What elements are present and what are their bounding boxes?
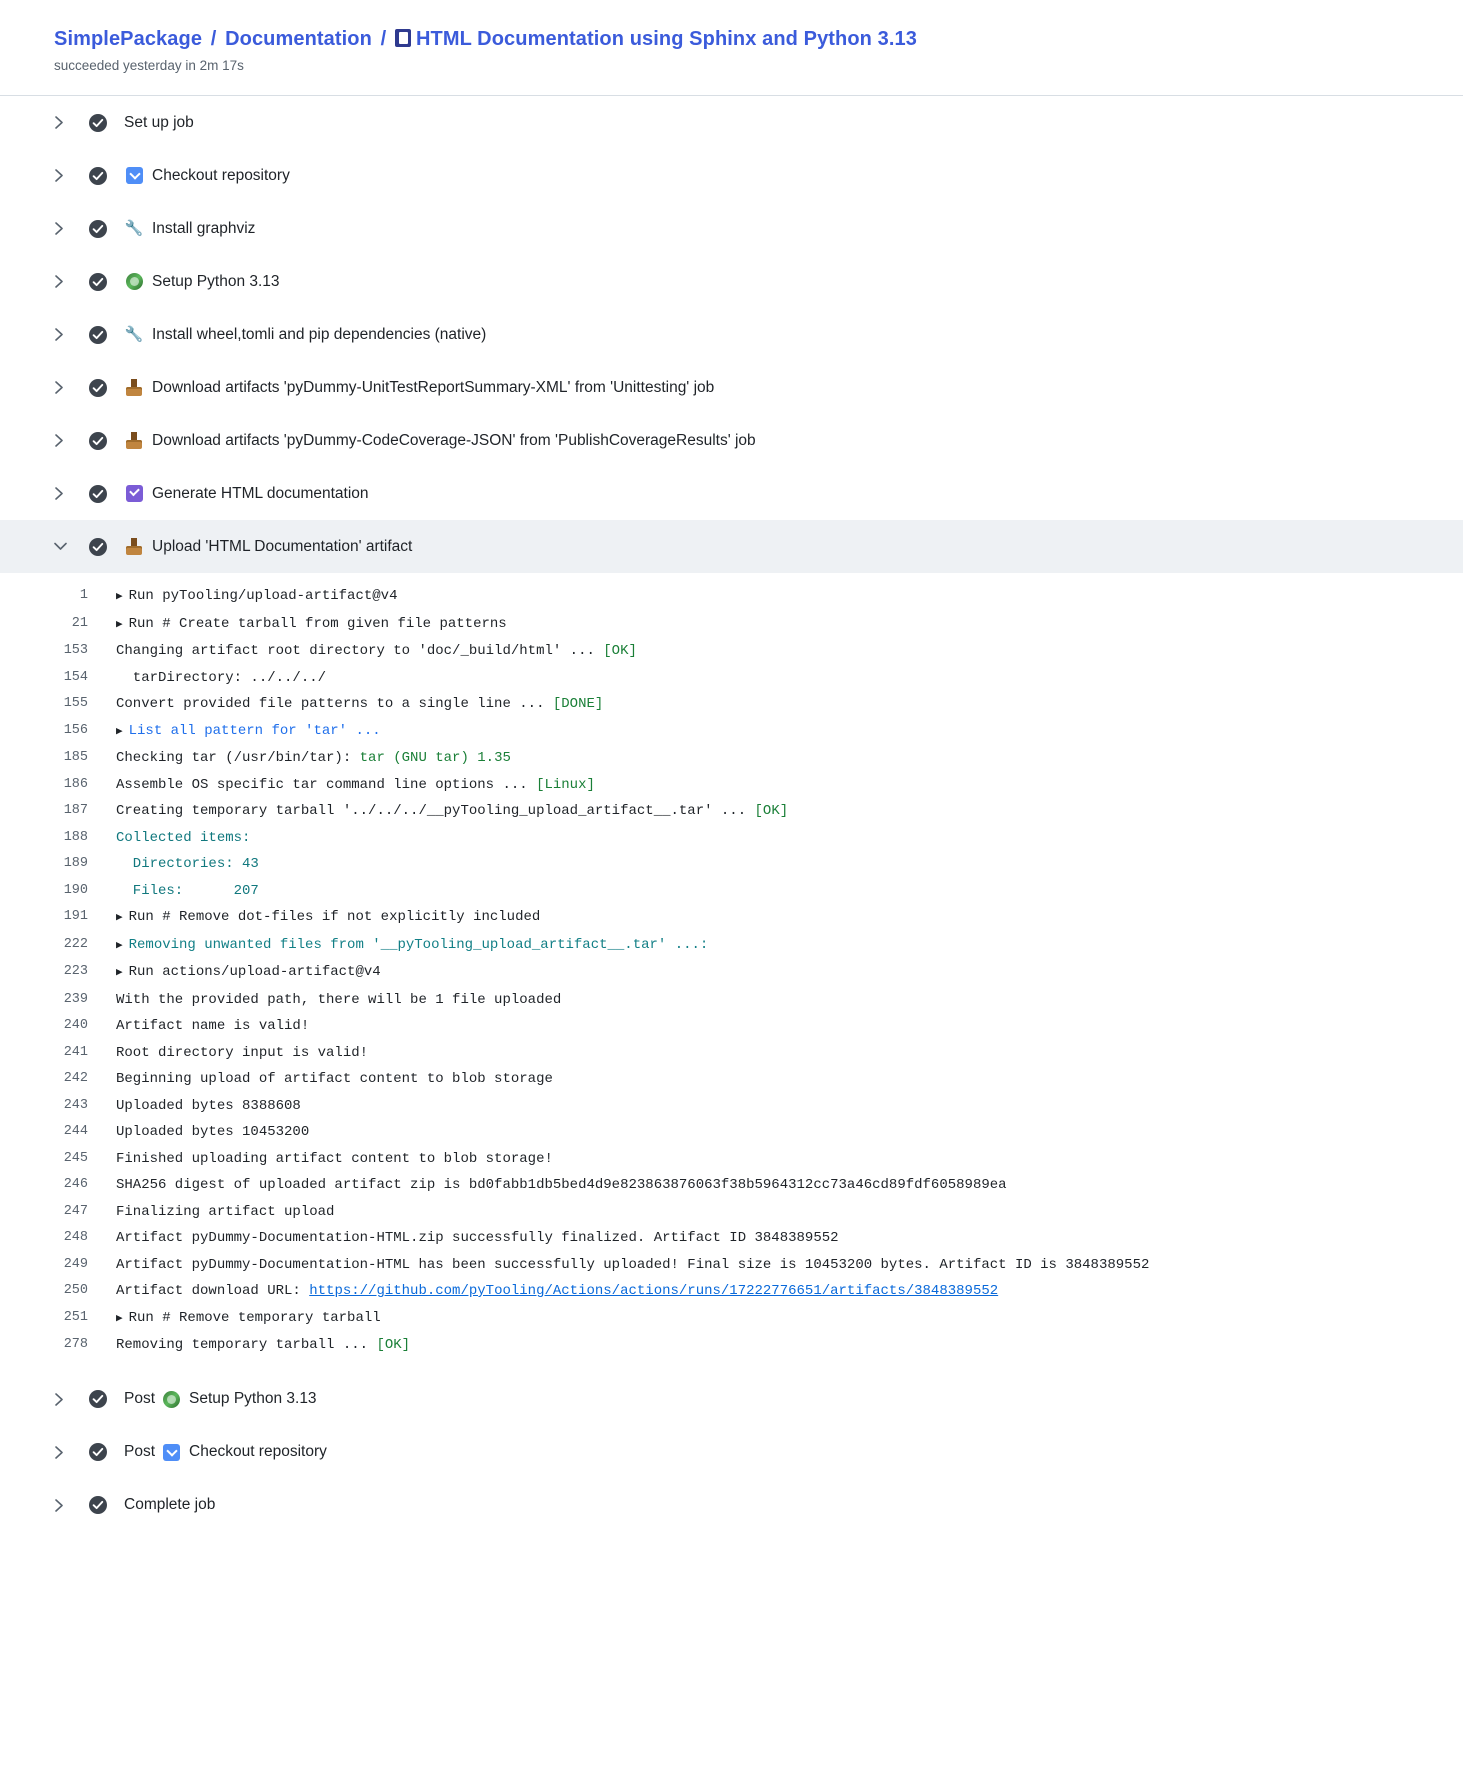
log-line-number: 278 <box>63 1337 88 1352</box>
log-line-number: 222 <box>63 936 88 952</box>
check-success-icon <box>88 113 108 133</box>
chevron-right-icon[interactable] <box>54 116 68 129</box>
step-row[interactable] <box>0 1373 1463 1426</box>
log-line-number: 1 <box>79 588 88 603</box>
log-line-number: 240 <box>63 1018 88 1033</box>
check-success-icon <box>88 272 108 292</box>
log-line-text: Removing temporary tarball ... [OK] <box>116 1337 411 1353</box>
log-line-text: Uploaded bytes 10453200 <box>116 1124 310 1140</box>
checkbox-icon <box>124 484 144 504</box>
log-line-text: ▶ Run pyTooling/upload-artifact@v4 <box>116 583 1463 611</box>
log-token: [OK] <box>603 643 637 659</box>
log-line <box>0 1146 1463 1173</box>
log-token: [DONE] <box>552 696 604 712</box>
step-label: Install wheel,tomli and pip dependencies (native) <box>152 325 487 343</box>
log-line-text: ▶ Run # Remove temporary tarball <box>116 1305 1463 1333</box>
log-line-text: Artifact download URL: https://github.com/pyTooling/Actions/actions/runs/17222776651/artifacts/3848389552 <box>116 1283 999 1299</box>
log-line-number: 241 <box>63 1044 88 1060</box>
log-line <box>0 745 1463 772</box>
log-line-number: 251 <box>63 1309 88 1325</box>
log-line-number: 248 <box>63 1230 88 1245</box>
log-line <box>0 1119 1463 1146</box>
chevron-right-icon[interactable] <box>54 169 68 182</box>
check-success-icon <box>88 325 108 345</box>
step-label: Install graphviz <box>152 219 256 237</box>
log-line-number: 223 <box>63 964 88 979</box>
chevron-down-icon[interactable] <box>54 541 68 552</box>
expand-triangle-icon[interactable]: ▶ <box>116 912 123 924</box>
log-line-text: ▶ Run # Remove dot-files if not explicitly included <box>116 904 1463 932</box>
log-line[interactable] <box>0 959 1463 987</box>
log-line-number: 189 <box>63 856 88 871</box>
log-line <box>0 1040 1463 1067</box>
download-icon <box>124 537 144 557</box>
python-icon <box>124 272 144 292</box>
log-line-text: Checking tar (/usr/bin/tar): tar (GNU tar) 1.35 <box>116 750 511 766</box>
log-line <box>0 1066 1463 1093</box>
chevron-right-icon[interactable] <box>54 1499 68 1512</box>
checkout-icon <box>161 1442 181 1462</box>
log-line-number: 188 <box>63 829 88 845</box>
check-success-icon <box>88 537 108 557</box>
breadcrumb-separator: / <box>380 28 387 50</box>
log-line-number: 190 <box>63 882 88 898</box>
step-row[interactable] <box>0 1426 1463 1479</box>
step-row[interactable] <box>0 255 1463 308</box>
log-line-text: Beginning upload of artifact content to blob storage <box>116 1071 553 1087</box>
log-line-text: Convert provided file patterns to a single line ... [DONE] <box>116 696 604 712</box>
step-label: Setup Python 3.13 <box>189 1390 317 1407</box>
log-line <box>0 1225 1463 1252</box>
breadcrumb-item-repo[interactable]: SimplePackage <box>54 28 203 50</box>
log-line-text: ▶ List all pattern for 'tar' ... <box>116 718 1463 746</box>
log-line[interactable] <box>0 1305 1463 1333</box>
step-label: Checkout repository <box>189 1443 327 1460</box>
expand-triangle-icon[interactable]: ▶ <box>116 725 123 738</box>
step-row[interactable] <box>0 308 1463 361</box>
chevron-right-icon[interactable] <box>54 1446 68 1459</box>
log-output[interactable] <box>0 573 1463 1373</box>
chevron-right-icon[interactable] <box>54 434 68 447</box>
log-line-text: Changing artifact root directory to 'doc/_build/html' ... [OK] <box>116 643 637 659</box>
step-row[interactable] <box>0 96 1463 149</box>
log-line-number: 244 <box>63 1124 88 1139</box>
log-line <box>0 798 1463 825</box>
log-line-text: Finalizing artifact upload <box>116 1203 335 1220</box>
chevron-right-icon[interactable] <box>54 275 68 288</box>
step-label: Upload 'HTML Documentation' artifact <box>152 537 413 555</box>
log-line <box>0 1093 1463 1120</box>
step-label: Generate HTML documentation <box>152 484 369 502</box>
check-success-icon <box>88 431 108 451</box>
log-line-text: ▶ Removing unwanted files from '__pyTooling_upload_artifact__.tar' ...: <box>116 932 1463 960</box>
check-success-icon <box>88 166 108 186</box>
log-token: [OK] <box>754 803 789 819</box>
log-line-number: 185 <box>63 750 88 765</box>
step-row[interactable] <box>0 361 1463 414</box>
step-label: Checkout repository <box>152 166 290 184</box>
log-line-number: 191 <box>63 909 88 924</box>
step-row[interactable] <box>0 467 1463 520</box>
log-line <box>0 878 1463 905</box>
step-list <box>0 96 1463 1532</box>
log-line <box>0 772 1463 799</box>
log-line <box>0 1172 1463 1199</box>
log-line-text: Assemble OS specific tar command line options ... [Linux] <box>116 776 595 793</box>
log-line <box>0 825 1463 852</box>
log-line <box>0 1332 1463 1359</box>
log-line-number: 153 <box>63 643 88 658</box>
step-prefix: Post <box>124 1390 156 1407</box>
log-line-text: Collected items: <box>116 829 251 846</box>
breadcrumb-item-workflow[interactable]: Documentation <box>225 28 372 50</box>
log-line <box>0 665 1463 692</box>
job-status-line: succeeded yesterday in 2m 17s <box>54 58 244 73</box>
log-line-text: Files: 207 <box>116 882 259 899</box>
log-line-number: 245 <box>63 1150 88 1166</box>
log-line-text: Uploaded bytes 8388608 <box>116 1097 301 1114</box>
download-icon <box>124 378 144 398</box>
log-line <box>0 1252 1463 1279</box>
step-label: Complete job <box>124 1496 216 1513</box>
expand-triangle-icon[interactable]: ▶ <box>116 939 123 952</box>
log-line-text: Artifact pyDummy-Documentation-HTML has been successfully uploaded! Final size is 10453200 bytes. Artifact ID is 3848389552 <box>116 1256 1150 1273</box>
log-line-text: SHA256 digest of uploaded artifact zip is bd0fabb1db5bed4d9e823863876063f38b5964312cc73a46cd89fdf6058989ea <box>116 1177 1007 1193</box>
expand-triangle-icon[interactable]: ▶ <box>116 967 123 979</box>
check-success-icon <box>88 1495 108 1515</box>
log-line-text: Creating temporary tarball '../../../__pyTooling_upload_artifact__.tar' ... [OK] <box>116 803 789 819</box>
wrench-icon: 🔧 <box>124 220 144 237</box>
log-line-number: 243 <box>63 1097 88 1113</box>
breadcrumb <box>54 26 1463 52</box>
checkout-icon <box>124 166 144 186</box>
log-line <box>0 1013 1463 1040</box>
chevron-right-icon[interactable] <box>54 328 68 341</box>
log-line[interactable] <box>0 718 1463 746</box>
step-label: Download artifacts 'pyDummy-CodeCoverage-JSON' from 'PublishCoverageResults' job <box>152 431 756 449</box>
chevron-right-icon[interactable] <box>54 222 68 235</box>
download-icon <box>124 431 144 451</box>
step-row[interactable] <box>0 149 1463 202</box>
log-line-text: Directories: 43 <box>116 856 259 872</box>
check-success-icon <box>88 378 108 398</box>
log-line-text: Root directory input is valid! <box>116 1044 369 1061</box>
log-line-number: 156 <box>63 722 88 738</box>
log-line <box>0 851 1463 878</box>
wrench-icon: 🔧 <box>124 326 144 343</box>
log-line <box>0 638 1463 665</box>
log-line-number: 186 <box>63 776 88 792</box>
log-token: [Linux] <box>536 776 595 793</box>
expand-triangle-icon[interactable]: ▶ <box>116 618 123 631</box>
log-line-text: tarDirectory: ../../../ <box>116 669 327 686</box>
log-line <box>0 1278 1463 1305</box>
step-row-expanded[interactable] <box>0 520 1463 573</box>
book-icon <box>395 29 411 47</box>
log-line-text: Artifact pyDummy-Documentation-HTML.zip successfully finalized. Artifact ID 3848389552 <box>116 1230 839 1246</box>
step-row[interactable] <box>0 202 1463 255</box>
log-line-number: 249 <box>63 1256 88 1272</box>
breadcrumb-separator: / <box>210 28 217 50</box>
expand-triangle-icon[interactable]: ▶ <box>116 1312 123 1325</box>
chevron-right-icon[interactable] <box>54 1393 68 1406</box>
log-token: tar (GNU tar) 1.35 <box>359 750 511 766</box>
log-line-number: 247 <box>63 1203 88 1219</box>
log-line-number: 21 <box>71 615 88 631</box>
log-line[interactable] <box>0 583 1463 611</box>
log-line-number: 155 <box>63 696 88 711</box>
expand-triangle-icon[interactable]: ▶ <box>116 591 123 603</box>
log-line-text: Artifact name is valid! <box>116 1018 310 1034</box>
log-line <box>0 1199 1463 1226</box>
log-line-text: ▶ Run # Create tarball from given file patterns <box>116 611 1463 639</box>
breadcrumb-item-job[interactable]: HTML Documentation using Sphinx and Python 3.13 <box>415 28 917 50</box>
log-line-text: With the provided path, there will be 1 file uploaded <box>116 991 562 1008</box>
step-row[interactable] <box>0 414 1463 467</box>
chevron-right-icon[interactable] <box>54 487 68 500</box>
step-label: Download artifacts 'pyDummy-UnitTestReportSummary-XML' from 'Unittesting' job <box>152 378 715 396</box>
log-line-number: 187 <box>63 803 88 818</box>
log-line[interactable] <box>0 611 1463 639</box>
log-line[interactable] <box>0 932 1463 960</box>
check-success-icon <box>88 1389 108 1409</box>
check-success-icon <box>88 219 108 239</box>
step-row[interactable] <box>0 1479 1463 1532</box>
log-line-number: 242 <box>63 1071 88 1086</box>
step-label: Set up job <box>124 113 194 131</box>
artifact-download-link[interactable]: https://github.com/pyTooling/Actions/actions/runs/17222776651/artifacts/3848389552 <box>309 1283 999 1299</box>
log-line-text: ▶ Run actions/upload-artifact@v4 <box>116 959 1463 987</box>
check-success-icon <box>88 1442 108 1462</box>
check-success-icon <box>88 484 108 504</box>
log-line-number: 246 <box>63 1177 88 1192</box>
job-header <box>0 0 1463 96</box>
log-line <box>0 987 1463 1014</box>
python-icon <box>161 1389 181 1409</box>
log-line-number: 154 <box>63 669 88 685</box>
step-prefix: Post <box>124 1443 156 1460</box>
log-line-number: 239 <box>63 991 88 1007</box>
chevron-right-icon[interactable] <box>54 381 68 394</box>
log-line-text: Finished uploading artifact content to blob storage! <box>116 1150 553 1167</box>
log-line-number: 250 <box>63 1283 88 1298</box>
log-token: [OK] <box>376 1337 411 1353</box>
step-label: Setup Python 3.13 <box>152 272 280 290</box>
log-line <box>0 691 1463 718</box>
log-line[interactable] <box>0 904 1463 932</box>
